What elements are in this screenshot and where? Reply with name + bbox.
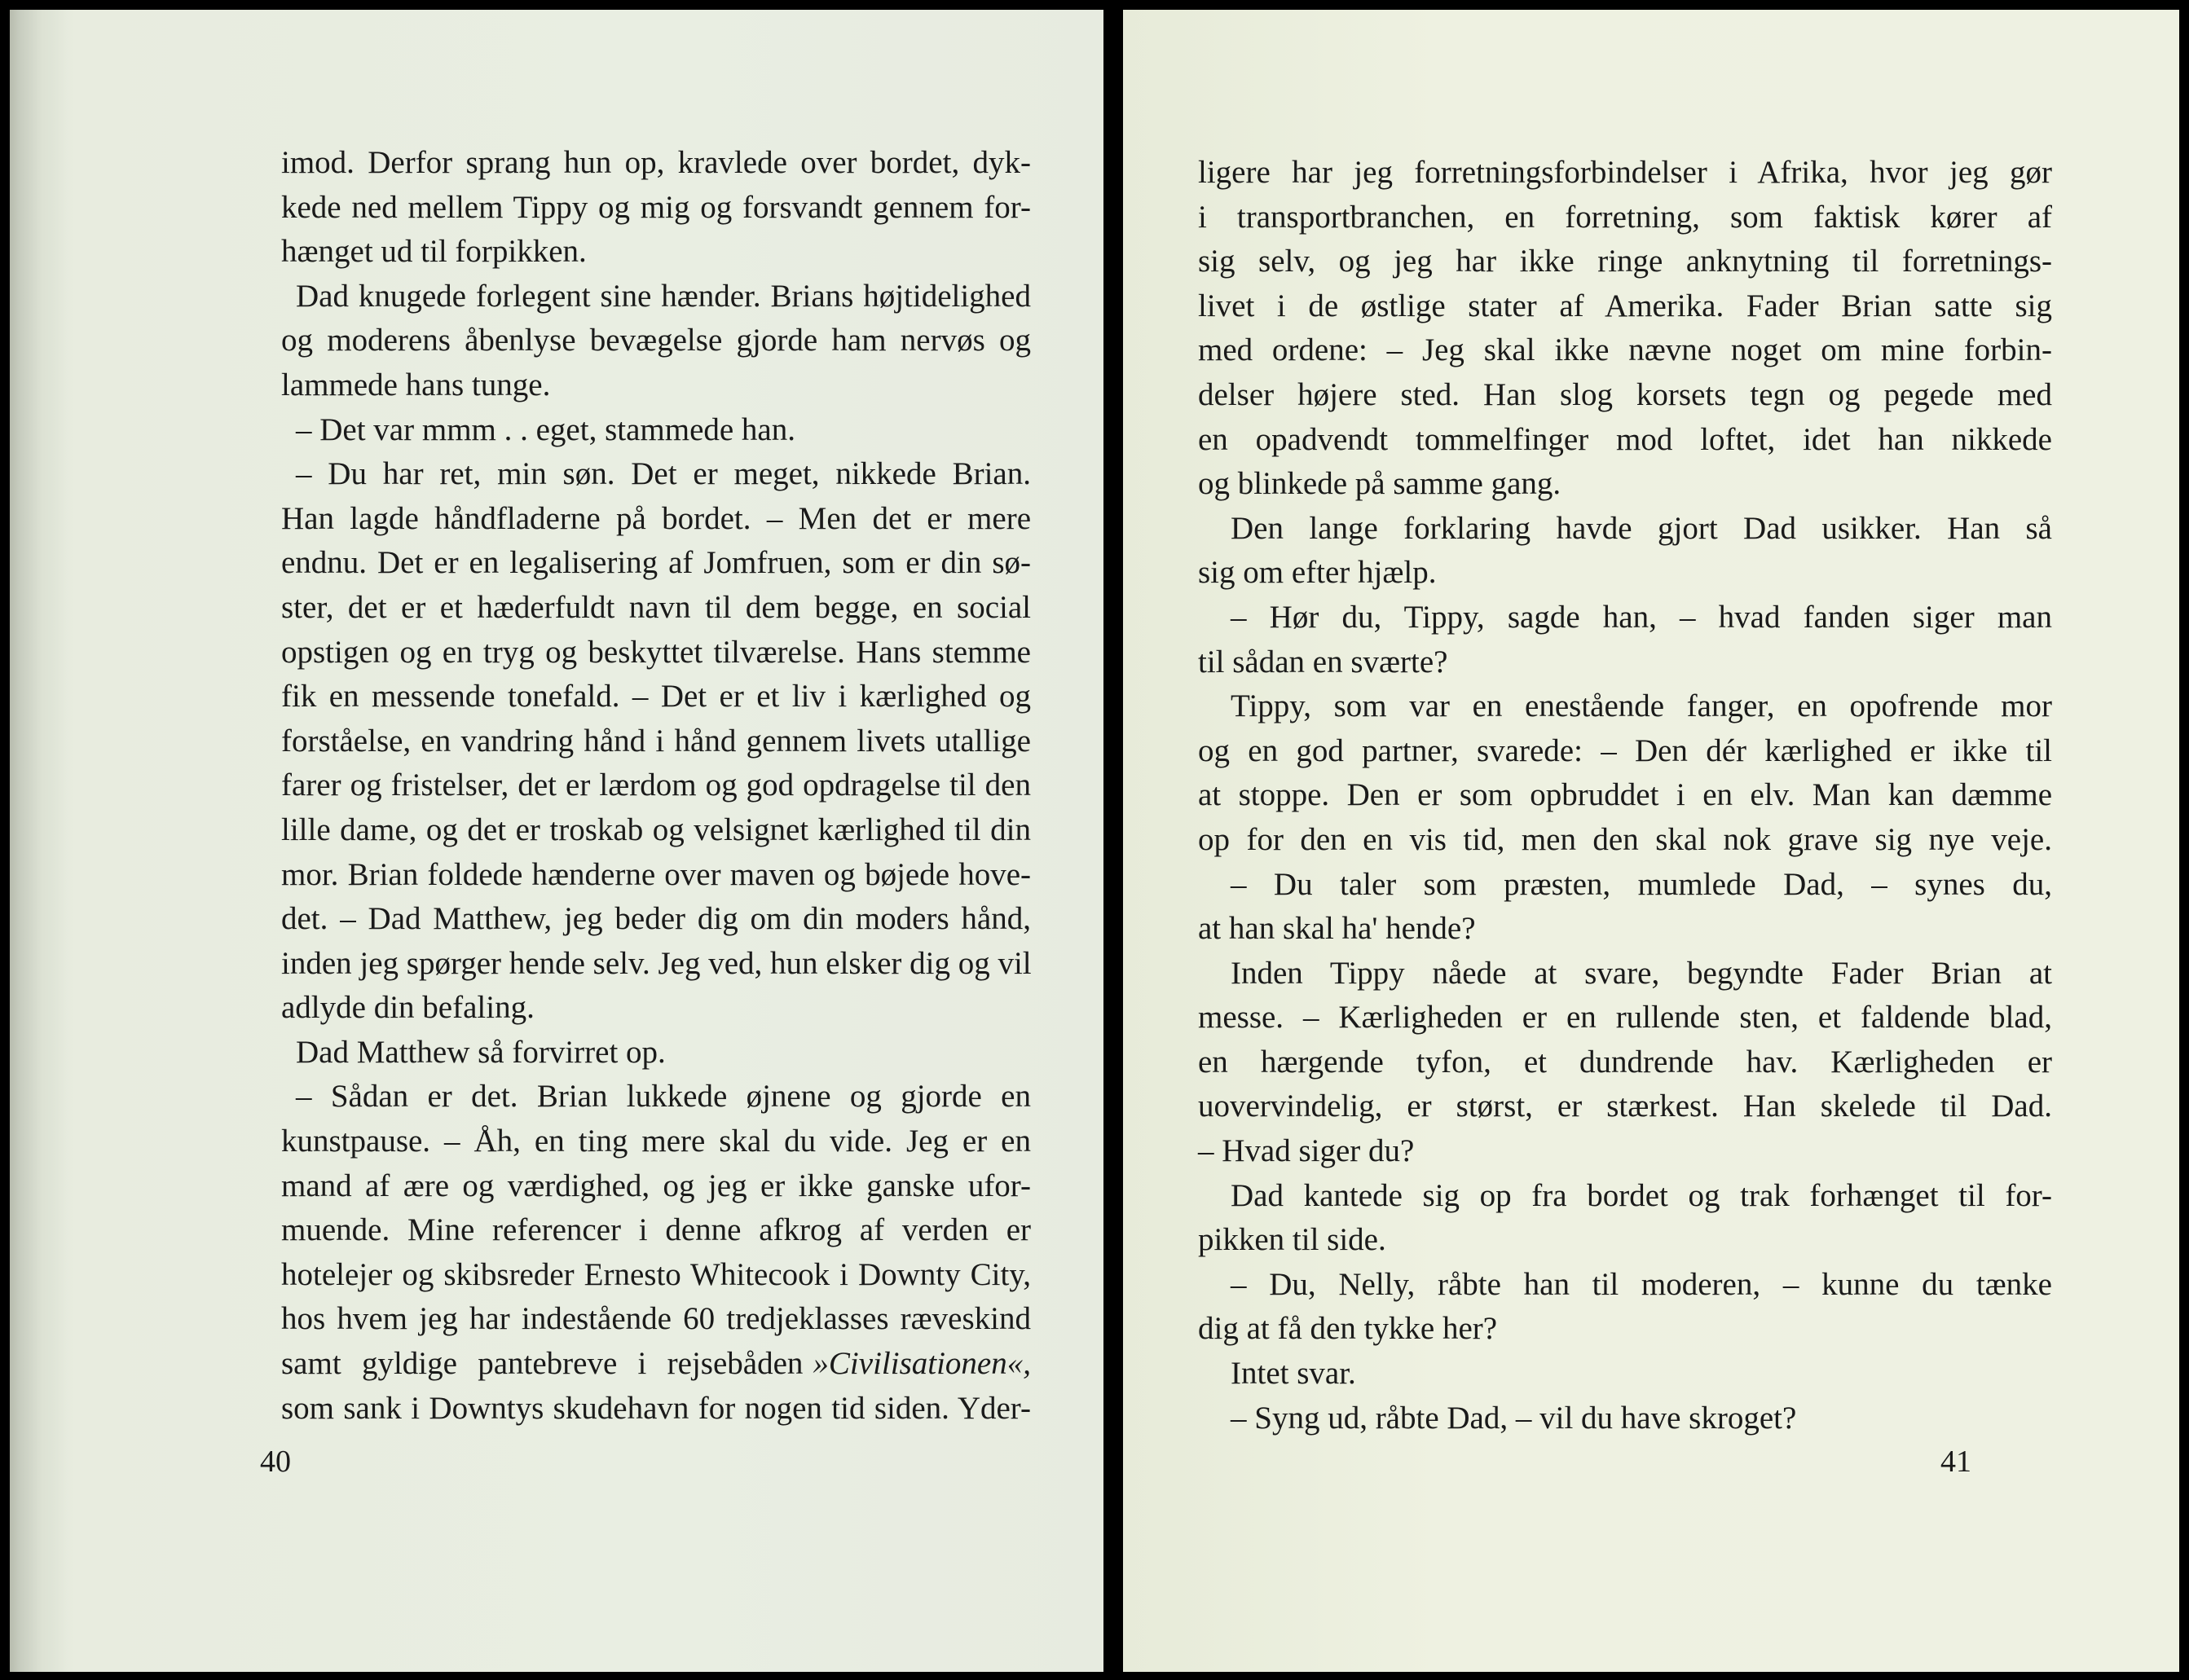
text-line: Intet svar. <box>1231 1356 1356 1392</box>
text-line: en opadvendt tommelfinger mod loftet, idet han nikkede <box>1198 421 2052 457</box>
text-line: og en god partner, svarede: – Den dér kærlighed er ikke til <box>1198 732 2052 768</box>
text-line: fik en messende tonefald. – Det er et liv i kærlighed og <box>281 679 1031 715</box>
text-line: adlyde din befaling. <box>281 990 535 1026</box>
text-line: ligere har jeg forretningsforbindelser i Afrika, hvor jeg gør <box>1198 155 2052 190</box>
text-line: hænget ud til forpikken. <box>281 234 587 270</box>
text-line: Inden Tippy nåede at svare, begyndte Fader Brian at <box>1231 955 2052 991</box>
text-line: det. – Dad Matthew, jeg beder dig om din moders hånd, <box>281 901 1031 937</box>
text-line-segment: samt gyldige pantebreve i rejsebåden <box>281 1346 804 1382</box>
text-line: i transportbranchen, en forretning, som faktisk kører af <box>1198 199 2052 235</box>
text-line: inden jeg spørger hende selv. Jeg ved, hun elsker dig og vil <box>281 945 1032 981</box>
text-line: – Du har ret, min søn. Det er meget, nikkede Brian. <box>296 456 1031 492</box>
text-line: til sådan en sværte? <box>1198 644 1448 679</box>
text-line: endnu. Det er en legalisering af Jomfruen, som er din sø- <box>281 545 1031 581</box>
text-line: imod. Derfor sprang hun op, kravlede over bordet, dyk- <box>281 145 1031 180</box>
text-line: delser højere sted. Han slog korsets tegn og pegede med <box>1198 376 2052 412</box>
book-title: »Civilisationen«, <box>813 1346 1031 1382</box>
text-line: sig om efter hjælp. <box>1198 555 1437 591</box>
text-line: og moderens åbenlyse bevægelse gjorde ham nervøs og <box>281 323 1031 358</box>
text-line: lille dame, og det er troskab og velsignet kærlighed til din <box>281 811 1031 847</box>
text-line: hotelejer og skibsreder Ernesto Whitecook i Downty City, <box>281 1256 1031 1292</box>
text-line: kede ned mellem Tippy og mig og forsvandt gennem for- <box>281 189 1031 225</box>
text-line: – Du taler som præsten, mumlede Dad, – synes du, <box>1231 866 2052 902</box>
text-line: ster, det er et hæderfuldt navn til dem begge, en social <box>281 589 1031 625</box>
text-line: at stoppe. Den er som opbruddet i en elv. Man kan dæmme <box>1198 777 2052 813</box>
text-line: Tippy, som var en enestående fanger, en opofrende mor <box>1231 688 2052 724</box>
text-line: farer og fristelser, det er lærdom og god opdragelse til den <box>281 767 1031 803</box>
text-line: lammede hans tunge. <box>281 367 551 402</box>
text-line: Han lagde håndfladerne på bordet. – Men det er mere <box>281 500 1031 536</box>
text-line: – Hør du, Tippy, sagde han, – hvad fanden siger man <box>1231 599 2052 635</box>
text-line: Dad kantede sig op fra bordet og trak forhænget til for- <box>1231 1177 2052 1213</box>
text-line <box>281 1342 1031 1387</box>
right-page-text <box>1198 151 2052 1440</box>
text-line: og blinkede på samme gang. <box>1198 466 1561 502</box>
text-line: som sank i Downtys skudehavn for nogen tid siden. Yder- <box>281 1390 1031 1426</box>
page-number-right: 41 <box>1940 1445 1971 1479</box>
text-line: livet i de østlige stater af Amerika. Fader Brian satte sig <box>1198 288 2052 323</box>
text-line: sig selv, og jeg har ikke ringe anknytning til forretnings- <box>1198 244 2052 279</box>
text-line: – Sådan er det. Brian lukkede øjnene og gjorde en <box>296 1079 1031 1115</box>
left-page-text <box>281 141 1031 1431</box>
text-line: mand af ære og værdighed, og jeg er ikke ganske ufor- <box>281 1168 1031 1203</box>
text-line: – Du, Nelly, råbte han til moderen, – kunne du tænke <box>1231 1266 2052 1302</box>
text-line: hos hvem jeg har indestående 60 tredjeklasses ræveskind <box>281 1301 1031 1337</box>
page-number-left: 40 <box>260 1445 291 1479</box>
text-line: mor. Brian foldede hænderne over maven og bøjede hove- <box>281 856 1031 892</box>
text-line: messe. – Kærligheden er en rullende sten, et faldende blad, <box>1198 1000 2052 1036</box>
text-line: uovervindelig, er størst, er stærkest. Han skelede til Dad. <box>1198 1088 2052 1124</box>
text-line: kunstpause. – Åh, en ting mere skal du vide. Jeg er en <box>281 1124 1031 1159</box>
text-line: at han skal ha' hende? <box>1198 911 1476 947</box>
text-line: pikken til side. <box>1198 1222 1386 1258</box>
text-line: – Syng ud, råbte Dad, – vil du have skroget? <box>1231 1400 1797 1436</box>
text-line: med ordene: – Jeg skal ikke nævne noget om mine forbin- <box>1198 332 2052 368</box>
text-line: muende. Mine referencer i denne afkrog af verden er <box>281 1212 1031 1248</box>
text-line: opstigen og en tryg og beskyttet tilværelse. Hans stemme <box>281 634 1031 670</box>
text-line: dig at få den tykke her? <box>1198 1311 1498 1347</box>
text-line: Dad knugede forlegent sine hænder. Brians højtidelighed <box>296 278 1031 314</box>
right-page <box>1123 10 2179 1672</box>
text-line: Den lange forklaring havde gjort Dad usikker. Han så <box>1231 510 2052 546</box>
text-line: – Det var mmm . . eget, stammede han. <box>296 411 795 447</box>
text-line: op for den en vis tid, men den skal nok grave sig nye veje. <box>1198 821 2052 857</box>
text-line: en hærgende tyfon, et dundrende hav. Kærligheden er <box>1198 1044 2052 1080</box>
text-line: – Hvad siger du? <box>1198 1133 1415 1169</box>
text-line: forståelse, en vandring hånd i hånd gennem livets utallige <box>281 723 1031 759</box>
text-line: Dad Matthew så forvirret op. <box>296 1034 666 1070</box>
left-page <box>10 10 1103 1672</box>
